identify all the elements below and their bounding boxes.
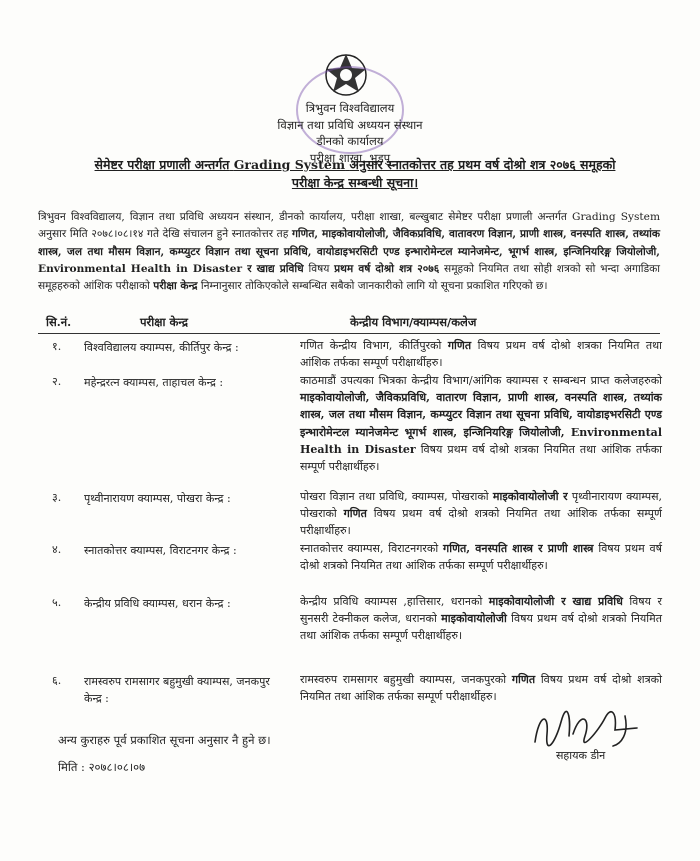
title-prefix: सेमेष्टर परीक्षा प्रणाली अन्तर्गत bbox=[94, 157, 230, 172]
title-grading: Grading System bbox=[233, 157, 346, 172]
notice-title bbox=[70, 156, 640, 192]
row-center: महेन्द्ररत्न क्याम्पस, ताहाचल केन्द्र : bbox=[84, 376, 224, 389]
intro-paragraph bbox=[38, 209, 660, 295]
row-serial: ५. bbox=[52, 596, 62, 609]
row-center: विश्वविद्यालय क्याम्पस, कीर्तिपुर केन्द्र : bbox=[84, 341, 239, 354]
college-subject: गणित bbox=[447, 339, 472, 352]
org-line-exam-section: परीक्षा शाखा, भुडपु bbox=[309, 150, 391, 165]
row-college bbox=[300, 488, 662, 540]
college-text: विषय प्रथम वर्ष दोश्रो शत्रको नियमित तथा आंशिक तर्फका सम्पूर्ण परीक्षार्थीहरु। bbox=[300, 542, 663, 573]
row-serial: १. bbox=[52, 340, 62, 353]
college-subject: माइकोवायोलोजी र bbox=[492, 490, 568, 503]
intro-subjects: गणित, माइकोवायोलोजी, जैविकप्रविधि, वातावरण विज्ञान, प्राणी शास्त्र, वनस्पति शास्त्र, तथ्यांक शास्त्र, जल तथा मौसम विज्ञान, कम्प्युटर विज्ञान तथा सूचना प्रविधि, वायोडाइभरसिटी एण्ड इन्भारोमेन्टल म्यानेजमेन्ट, भूगर्भ शास्त्र, इन्जिनियरिङ्ग जियोलोजी, Environmental Health in Disaster र खाद्य प्रविधि bbox=[38, 228, 660, 275]
signatory-title: सहायक डीन bbox=[556, 749, 606, 762]
college-text: विषय प्रथम वर्ष दोश्रो शत्रको नियमित तथा आंशिक तर्फका सम्पूर्ण परीक्षार्थीहरु। bbox=[300, 612, 663, 643]
notice-date: मिति : २०७८।०८।०७ bbox=[58, 760, 146, 774]
college-text: रामस्वरुप रामसागर बहुमुखी क्याम्पस, जनकपुरको bbox=[300, 673, 507, 686]
org-line-dean-office: डीनको कार्यालय bbox=[316, 134, 384, 148]
header-rule bbox=[38, 333, 660, 334]
footer-note: अन्य कुराहरु पूर्व प्रकाशित सूचना अनुसार नै हुने छ। bbox=[58, 733, 271, 747]
org-line-institute: विज्ञान तथा प्रविधि अध्ययन संस्थान bbox=[277, 117, 423, 132]
intro-exam-center: परीक्षा केन्द्र bbox=[153, 280, 198, 293]
row-center: पृथ्वीनारायण क्याम्पस, पोखरा केन्द्र : bbox=[84, 492, 231, 505]
row-center: केन्द्रीय प्रविधि क्याम्पस, धरान केन्द्र : bbox=[84, 597, 231, 610]
row-center: स्नातकोत्तर क्याम्पस, विराटनगर केन्द्र : bbox=[84, 544, 237, 557]
college-text: विषय र सुनसरी टेक्नीकल कलेज, धरानको bbox=[300, 595, 662, 626]
college-text: पृथ्वीनारायण क्याम्पस, पोखराको bbox=[300, 490, 663, 521]
college-text: काठमाडौं उपत्यका भित्रका केन्द्रीय विभाग/आंगिक क्याम्पस र सम्बन्धन प्राप्त कलेजहरुको bbox=[300, 374, 662, 387]
header-center: परीक्षा केन्द्र bbox=[140, 315, 188, 329]
college-text: विषय प्रथम वर्ष दोश्रो शत्रको नियमित तथा आंशिक तर्फका सम्पूर्ण परीक्षार्थीहरु। bbox=[300, 673, 662, 704]
college-subject: माइकोवायोलोजी bbox=[441, 612, 507, 626]
row-college bbox=[300, 337, 662, 371]
intro-text-2: विषय bbox=[308, 262, 330, 275]
college-subject: माइकोवायोलोजी र खाद्य प्रविधि bbox=[488, 595, 623, 608]
row-college bbox=[300, 593, 662, 645]
signature-mark bbox=[525, 704, 655, 754]
college-text: विषय प्रथम वर्ष दोश्रो शत्रका नियमित तथा आंशिक तर्फका सम्पूर्ण परीक्षार्थीहरु। bbox=[300, 339, 662, 370]
intro-text-4: निम्नानुसार तोकिएकोले सम्बन्धित सबैको जानकारीको लागि यो सूचना प्रकाशित गरिएको छ। bbox=[200, 280, 548, 293]
header-serial: सि.नं. bbox=[46, 315, 72, 329]
row-college bbox=[300, 671, 662, 705]
college-text: स्नातकोत्तर क्याम्पस, विराटनगरको bbox=[300, 542, 439, 555]
college-subject: माइकोवायोलोजी, जैविकप्रविधि, वातारण विज्ञान, प्राणी शास्त्र, वनस्पति शास्त्र, तथ्यांक शास्त्र, जल तथा मौसम विज्ञान, कम्प्युटर विज्ञान तथा सूचना प्रविधि, वायोडाइभरसिटी एण्ड इन्भारोमेन्टल म्यानेजमेन्ट भूगर्भ शास्त्र, इन्जिनियरिङ्ग जियोलोजी, Environmental Health in Disaster bbox=[300, 391, 662, 456]
row-serial: ४. bbox=[52, 543, 62, 556]
title-line-2: परीक्षा केन्द्र सम्बन्धी सूचना। bbox=[291, 175, 419, 190]
row-serial: ६. bbox=[52, 674, 62, 687]
row-serial: ३. bbox=[52, 491, 62, 504]
college-text: विषय प्रथम वर्ष दोश्रो शत्रका नियमित तथा आंशिक तर्फका सम्पूर्ण परीक्षार्थीहरु। bbox=[300, 442, 663, 474]
intro-semester: प्रथम वर्ष दोश्रो शत्र २०७६ bbox=[334, 262, 440, 275]
college-text: पोखरा विज्ञान तथा प्रविधि, क्याम्पस, पोखराको bbox=[300, 490, 489, 503]
row-college bbox=[300, 540, 662, 574]
intro-text-3: समूहको नियमित तथा सोही शत्रको सो भन्दा अगाडिका समूहहरुको आंशिक परीक्षाको bbox=[38, 262, 661, 293]
org-line-university: त्रिभुवन विश्वविद्यालय bbox=[305, 101, 395, 115]
row-serial: २. bbox=[52, 375, 62, 388]
row-center: रामस्वरुप रामसागर बहुमुखी क्याम्पस, जनकपुर केन्द्र : bbox=[84, 675, 270, 705]
college-subject: गणित bbox=[343, 507, 367, 521]
header-college: केन्द्रीय विभाग/क्याम्पस/कलेज bbox=[350, 315, 477, 329]
intro-text-1: त्रिभुवन विश्वविद्यालय, विज्ञान तथा प्रविधि अध्ययन संस्थान, डीनको कार्यालय, परीक्षा शाखा, बल्खुबाट सेमेष्टर परीक्षा प्रणाली अन्तर्गत Grading System अनुसार मिति २०७८।०८।१४ गते देखि संचालन हुने स्नातकोत्तर तह bbox=[38, 211, 660, 241]
college-subject: गणित bbox=[511, 673, 536, 686]
college-text: गणित केन्द्रीय विभाग, कीर्तिपुरको bbox=[300, 339, 442, 352]
row-college bbox=[300, 372, 662, 475]
college-text: केन्द्रीय प्रविधि क्याम्पस ,हात्तिसार, धरानको bbox=[300, 595, 483, 608]
title-suffix: अनुसार स्नातकोत्तर तह प्रथम वर्ष दोश्रो शत्र २०७६ समूहको bbox=[349, 157, 616, 172]
college-subject: गणित, वनस्पति शास्त्र र प्राणी शास्त्र bbox=[443, 542, 594, 555]
college-text: विषय प्रथम वर्ष दोश्रो शत्रको नियमित तथा आंशिक तर्फका सम्पूर्ण परीक्षार्थीहरु। bbox=[300, 507, 662, 538]
